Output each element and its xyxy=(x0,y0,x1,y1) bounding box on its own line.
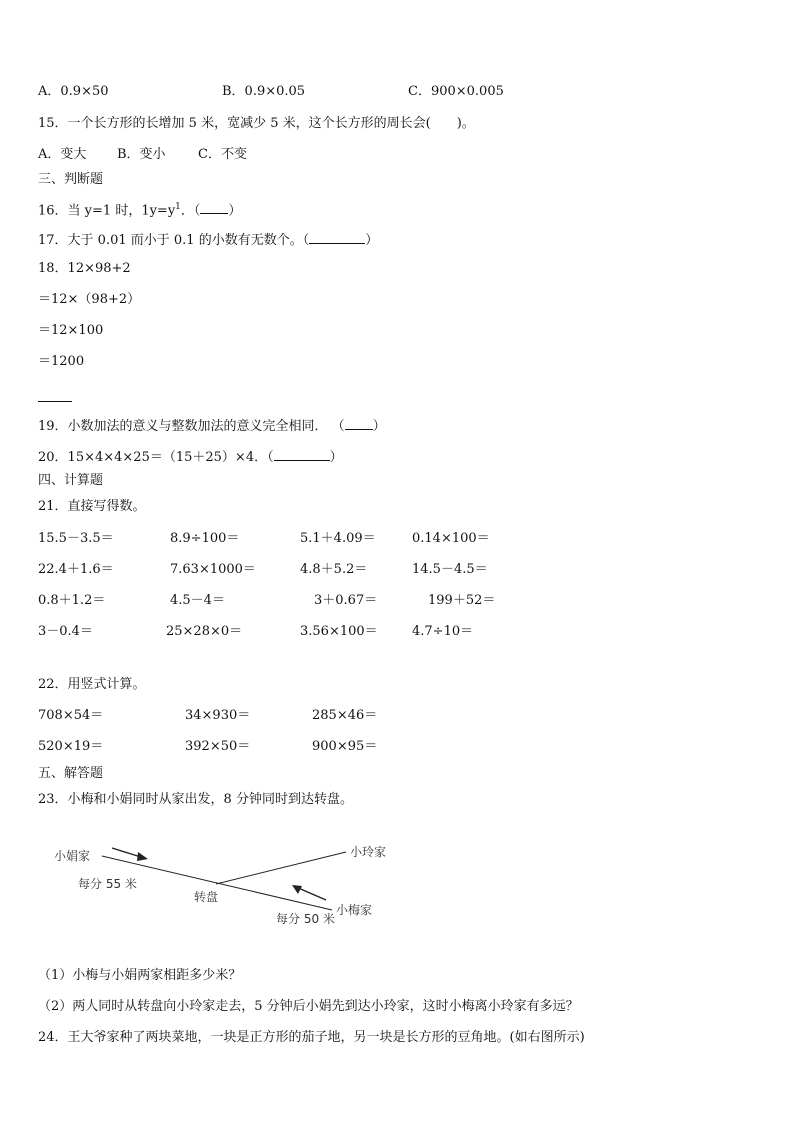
q14-option-c: C．900×0.005 xyxy=(408,84,504,99)
q21-cell: 3＋0.67＝ xyxy=(314,593,378,608)
q18-line-1: 18．12×98+2 xyxy=(38,261,131,276)
q21-cell: 0.8＋1.2＝ xyxy=(38,593,106,608)
q22-cell: 285×46＝ xyxy=(312,708,378,723)
q21-cell: 199＋52＝ xyxy=(428,593,496,608)
q20-pre: 20．15×4×4×25＝（15＋25）×4．（ xyxy=(38,450,274,465)
q22-cell: 520×19＝ xyxy=(38,739,104,754)
section-3-heading: 三、判断题 xyxy=(38,172,104,187)
q15-option-b: B．变小 xyxy=(117,147,166,162)
q22-cell: 708×54＝ xyxy=(38,708,104,723)
q23-sub-question-1: （1）小梅与小娟两家相距多少米？ xyxy=(38,968,242,983)
q18-line-4: ＝1200 xyxy=(38,354,85,369)
q21-cell: 15.5－3.5＝ xyxy=(38,531,114,546)
q17-answer-blank[interactable] xyxy=(309,229,365,244)
label-roundabout: 转盘 xyxy=(194,890,219,904)
q22-cell: 392×50＝ xyxy=(185,739,251,754)
q16-end: ） xyxy=(228,203,242,219)
q20-answer-blank[interactable] xyxy=(274,446,330,461)
label-xiaomei-home: 小梅家 xyxy=(336,903,373,917)
q17-end: ） xyxy=(365,233,379,248)
q15-question xyxy=(38,115,475,133)
q18-line-3: ＝12×100 xyxy=(38,323,104,338)
q19-question xyxy=(38,415,386,436)
q21-cell: 4.8＋5.2＝ xyxy=(300,562,368,577)
section-5-heading: 五、解答题 xyxy=(38,766,104,781)
q21-cell: 3.56×100＝ xyxy=(300,624,378,639)
q24-question: 24．王大爷家种了两块菜地，一块是正方形的茄子地，另一块是长方形的豆角地。(如右图所示) xyxy=(38,1030,585,1045)
label-xiaoling-home: 小玲家 xyxy=(350,845,387,859)
q21-cell: 4.7÷10＝ xyxy=(412,624,474,639)
q22-cell: 900×95＝ xyxy=(312,739,378,754)
q17-question xyxy=(38,229,378,250)
arrow-juan-head-icon xyxy=(137,852,148,861)
q16-post: ．（ xyxy=(180,203,201,219)
road-roundabout-to-ling xyxy=(216,852,346,884)
q21-cell: 0.14×100＝ xyxy=(412,531,490,546)
q21-cell: 25×28×0＝ xyxy=(166,624,243,639)
q21-cell: 4.5－4＝ xyxy=(170,593,225,608)
q21-cell: 22.4＋1.6＝ xyxy=(38,562,114,577)
q14-option-a: A．0.9×50 xyxy=(38,84,109,99)
q22-title: 22．用竖式计算。 xyxy=(38,677,146,692)
q20-end: ） xyxy=(329,450,343,465)
q18-line-2: ＝12×（98+2） xyxy=(38,292,141,307)
q20-question xyxy=(38,446,343,467)
q23-sub-question-2: （2）两人同时从转盘向小玲家走去，5 分钟后小娟先到达小玲家，这时小梅离小玲家有多远？ xyxy=(38,999,579,1014)
q19-end: ） xyxy=(372,419,386,434)
q18-answer-blank[interactable] xyxy=(38,401,72,402)
q23-route-diagram xyxy=(40,830,400,930)
q19-answer-blank[interactable] xyxy=(345,415,373,430)
section-4-heading: 四、计算题 xyxy=(38,473,104,488)
q21-cell: 8.9÷100＝ xyxy=(170,531,240,546)
label-speed-mei: 每分 50 米 xyxy=(276,912,335,926)
q16-answer-blank[interactable] xyxy=(200,199,228,214)
q15-end: )。 xyxy=(456,116,475,131)
q21-cell: 7.63×1000＝ xyxy=(170,562,256,577)
label-speed-juan: 每分 55 米 xyxy=(78,877,137,891)
q15-option-a: A．变大 xyxy=(38,147,87,162)
q16-pre: 16．当 y=1 时，1y=y xyxy=(38,203,176,219)
q16-superscript: 1 xyxy=(175,202,181,212)
q21-cell: 5.1＋4.09＝ xyxy=(300,531,376,546)
q17-pre: 17．大于 0.01 而小于 0.1 的小数有无数个。（ xyxy=(38,233,310,248)
q22-cell: 34×930＝ xyxy=(185,708,251,723)
q14-option-b: B．0.9×0.05 xyxy=(222,84,306,99)
q15-text: 15．一个长方形的长增加 5 米，宽减少 5 米，这个长方形的周长会( xyxy=(38,116,431,131)
q21-title: 21．直接写得数。 xyxy=(38,499,146,514)
q16-question xyxy=(38,198,241,220)
q21-cell: 14.5－4.5＝ xyxy=(412,562,488,577)
q15-option-c: C．不变 xyxy=(198,147,247,162)
q19-pre: 19．小数加法的意义与整数加法的意义完全相同． （ xyxy=(38,419,345,434)
q23-title: 23．小梅和小娟同时从家出发，8 分钟同时到达转盘。 xyxy=(38,792,353,807)
q21-cell: 3－0.4＝ xyxy=(38,624,93,639)
label-xiaojuan-home: 小娟家 xyxy=(54,849,91,863)
